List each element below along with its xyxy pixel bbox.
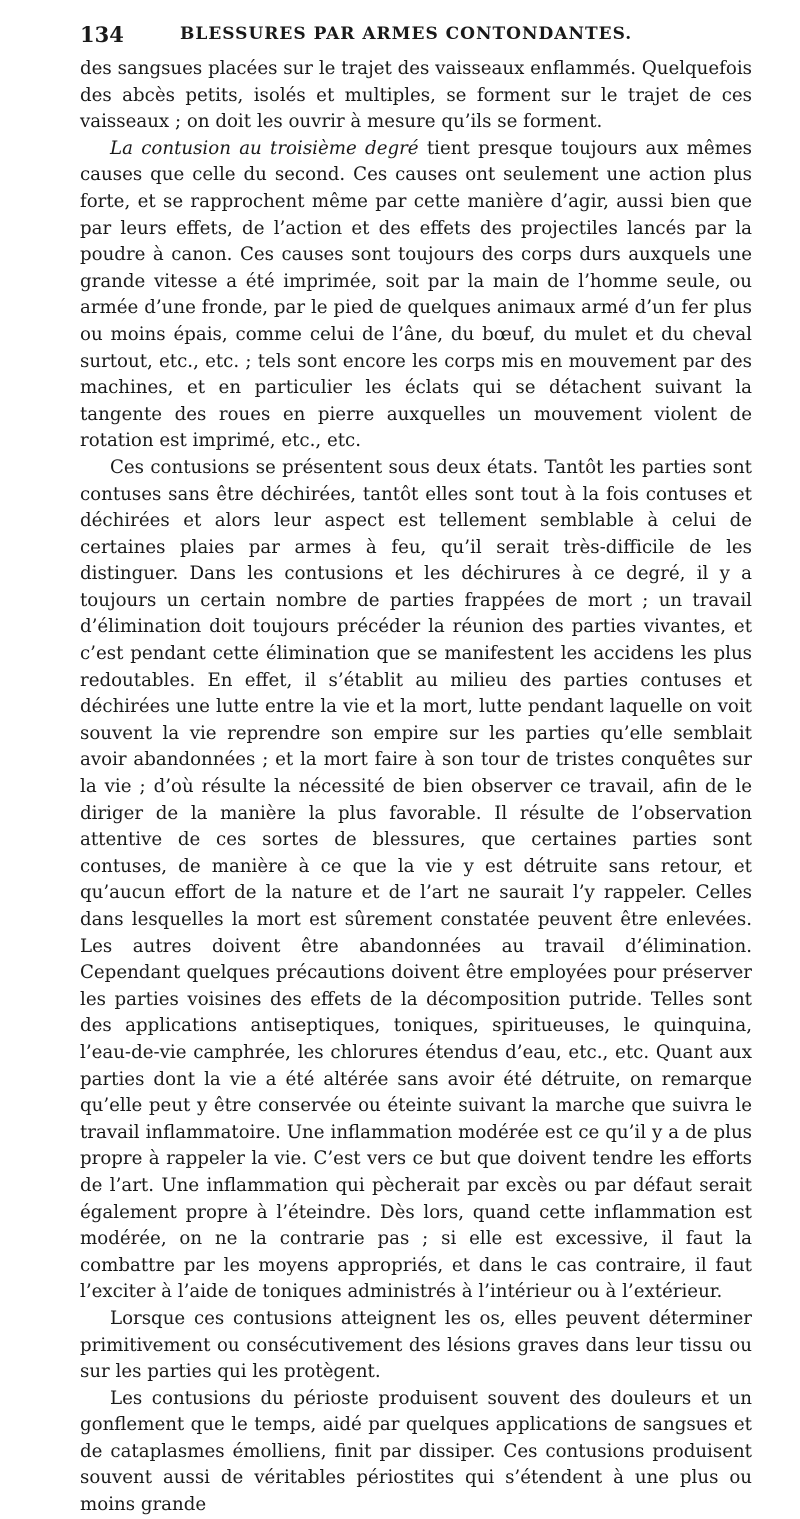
paragraph-2: [80, 136, 752, 455]
paragraph-5: Les contusions du périoste produisent souvent des douleurs et un gonflement que le temps, aidé par quelques applications de sangsues et de cataplasmes émolliens, finit par dissiper. Ces contusions produisent souvent aussi de véritables périostites qui s’étendent à une plus ou moins grande: [80, 1387, 752, 1516]
paragraph-3: Ces contusions se présentent sous deux états. Tantôt les parties sont contuses sans être déchirées, tantôt elles sont tout à la fois contuses et déchirées et alors leur aspect est tellement semblable à celui de certaines plaies par armes à feu, qu’il serait très-difficile de les distinguer. Dans les contusions et les déchirures à ce degré, il y a toujours un certain nombre de parties frappées de mort ; un travail d’élimination doit toujours précéder la réunion des parties vivantes, et c’est pendant cette élimination que se manifestent les accidens les plus redoutables. En effet, il s’établit au milieu des parties contuses et déchirées une lutte entre la vie et la mort, lutte pendant laquelle on voit souvent la vie reprendre son empire sur les parties qu’elle semblait avoir abandonnées ; et la mort faire à son tour de tristes conquêtes sur la vie ; d’où résulte la nécessité de bien observer ce travail, afin de le diriger de la manière la plus favorable. Il résulte de l’observation attentive de ces sortes de blessures, que certaines parties sont contuses, de manière à ce que la vie y est détruite sans retour, et qu’aucun effort de la nature et de l’art ne saurait l’y rappeler. Celles dans lesquelles la mort est sûrement constatée peuvent être enlevées. Les autres doivent être abandonnées au travail d’élimination. Cependant quelques précautions doivent être employées pour préserver les parties voisines des effets de la décomposition putride. Telles sont des applications antiseptiques, toniques, spiritueuses, le quinquina, l’eau-de-vie camphrée, les chlorures étendus d’eau, etc., etc. Quant aux parties dont la vie a été altérée sans avoir été détruite, on remarque qu’elle peut y être conservée ou éteinte suivant la marche que suivra le travail inflammatoire. Une inflammation modérée est ce qu’il y a de plus propre à rappeler la vie. C’est vers ce but que doivent tendre les efforts de l’art. Une inflammation qui pècherait par excès ou par défaut serait également propre à l’éteindre. Dès lors, quand cette inflammation est modérée, on ne la contrarie pas ; si elle est excessive, il faut la combattre par les moyens appropriés, et dans le cas contraire, il faut l’exciter à l’aide de toniques administrés à l’intérieur ou à l’extérieur.: [80, 456, 752, 1303]
paragraph-2-text: tient presque toujours aux mêmes causes que celle du second. Ces causes ont seulement une action plus forte, et se rapprochent même par cette manière d’agir, aussi bien que par leurs effets, de l’action et des effets des projectiles lancés par la poudre à canon. Ces causes sont toujours des corps durs auxquels une grande vitesse a été imprimée, soit par la main de l’homme seule, ou armée d’une fronde, par le pied de quelques animaux armé d’un fer plus ou moins épais, comme celui de l’âne, du bœuf, du mulet et du cheval surtout, etc., etc. ; tels sont encore les corps mis en mouvement par des machines, et en particulier les éclats qui se détachent suivant la tangente des roues en pierre auxquelles un mouvement violent de rotation est imprimé, etc., etc.: [80, 137, 752, 452]
paragraph-4: Lorsque ces contusions atteignent les os, elles peuvent déterminer primitivement ou consécutivement des lésions graves dans leur tissu ou sur les parties qui les protègent.: [80, 1307, 752, 1383]
page-header: [80, 0, 752, 56]
paragraph-2-italic-lead: La contusion au troisième degré: [110, 137, 419, 159]
paragraph-1: des sangsues placées sur le trajet des vaisseaux enflammés. Quelquefois des abcès petits, isolés et multiples, se forment sur le trajet de ces vaisseaux ; on doit les ouvrir à mesure qu’ils se forment.: [80, 58, 752, 133]
body-text: [80, 56, 752, 1519]
page-number: 134: [80, 22, 124, 47]
running-title: BLESSURES PAR ARMES CONTONDANTES.: [180, 24, 633, 44]
